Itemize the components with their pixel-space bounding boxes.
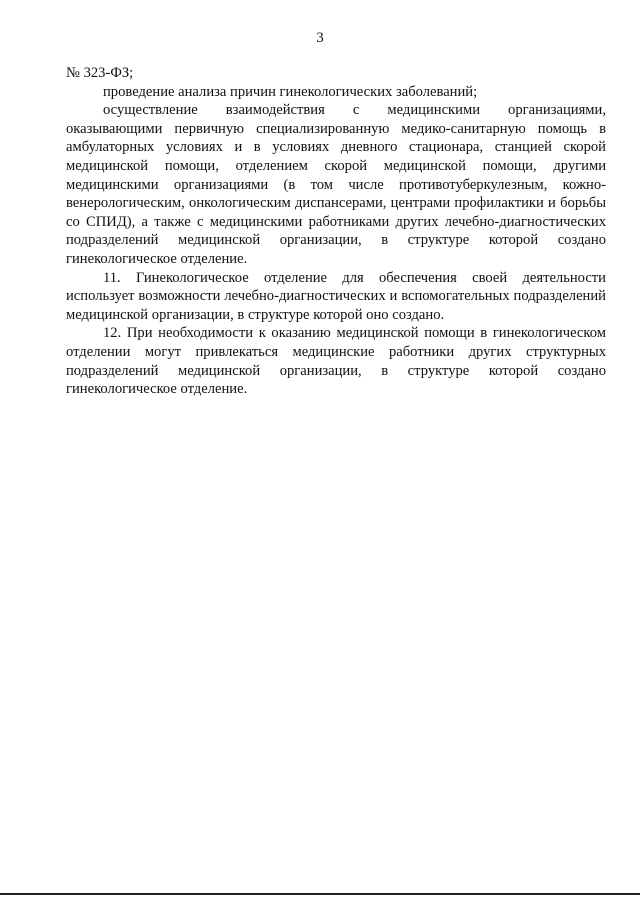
paragraph-law-reference: № 323-ФЗ; <box>66 65 134 81</box>
paragraph-item-11: 11. Гинекологическое отделение для обеспечения своей деятельности использует возможности лечебно-диагностических и вспомогательных подразделений медицинской организации, в структуре которой оно создано. <box>66 269 606 323</box>
paragraph-item-12: 12. При необходимости к оказанию медицинской помощи в гинекологическом отделении могут привлекаться медицинские работники других структурных подразделений медицинской организации, в структуре которой создано гинекологическое отделение. <box>66 325 606 398</box>
paragraph-analysis: проведение анализа причин гинекологических заболеваний; <box>103 83 478 100</box>
paragraph-interaction: осуществление взаимодействия с медицинскими организациями, оказывающими первичную специализированную медико-санитарную помощь в амбулаторных условиях и в условиях дневного стационара, станцией скорой медицинской помощи, отделением скорой медицинской помощи, другими медицинскими организациями (в том числе противотуберкулезным, кожно-венерологическим, онкологическим диспансерами, центрами профилактики и борьбы со СПИД), а также с медицинскими работниками других лечебно-диагностических подразделений медицинской организации, в структуре которой создано гинекологическое отделение. <box>66 102 606 267</box>
document-body <box>66 64 606 399</box>
scan-bottom-edge <box>0 893 640 895</box>
page-number: 3 <box>316 30 324 46</box>
